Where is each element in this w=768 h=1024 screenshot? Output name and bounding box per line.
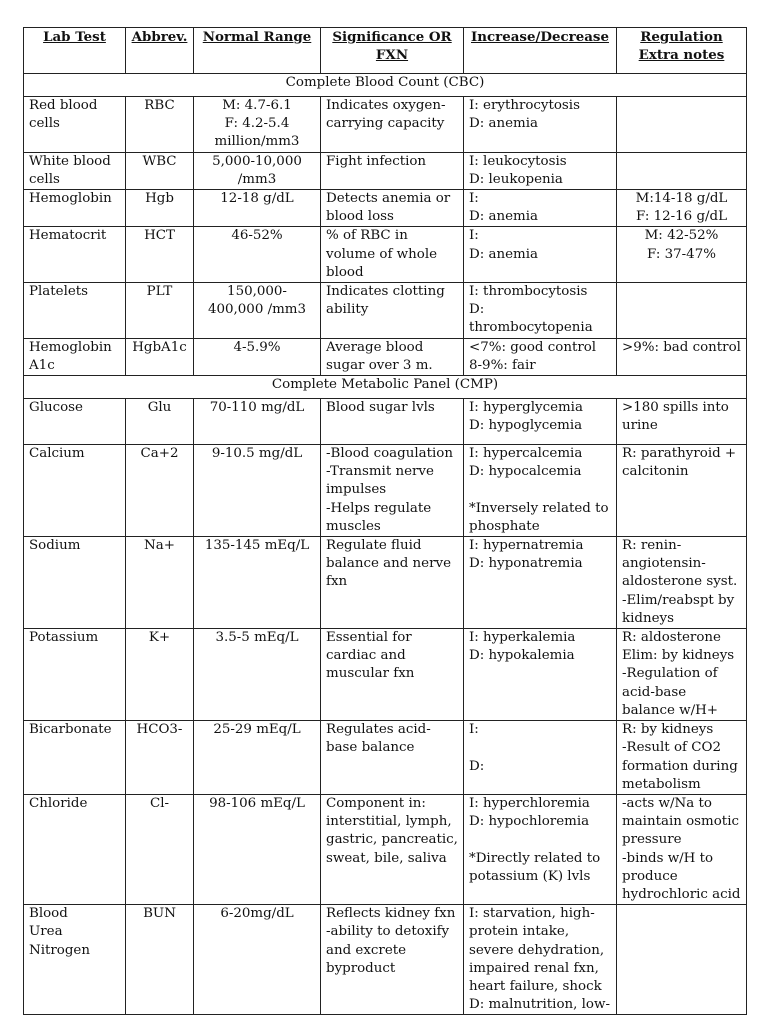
table-row: [24, 445, 747, 537]
cell-fxn: Reflects kidney fxn -ability to detoxify and excrete byproduct: [321, 905, 464, 1015]
lab-values-table: [23, 27, 747, 1015]
cell-test: Glucose: [24, 399, 126, 445]
section-title-cmp: Complete Metabolic Panel (CMP): [24, 376, 747, 399]
cell-test: Sodium: [24, 537, 126, 629]
cell-abbrev: WBC: [126, 152, 194, 189]
cell-notes: R: aldosterone Elim: by kidneys -Regulation of acid-base balance w/H+: [617, 629, 747, 721]
cell-incdec: I: D:: [464, 721, 617, 795]
table-row: [24, 283, 747, 339]
table-row: [24, 227, 747, 283]
cell-fxn: Blood sugar lvls: [321, 399, 464, 445]
cell-range: 135-145 mEq/L: [194, 537, 321, 629]
cell-test: Blood Urea Nitrogen: [24, 905, 126, 1015]
cell-fxn: Component in: interstitial, lymph, gastric, pancreatic, sweat, bile, saliva: [321, 794, 464, 904]
cell-notes: R: renin-angiotensin-aldosterone syst. -Elim/reabspt by kidneys: [617, 537, 747, 629]
cell-fxn: Regulate fluid balance and nerve fxn: [321, 537, 464, 629]
cell-abbrev: PLT: [126, 283, 194, 339]
cell-range: 25-29 mEq/L: [194, 721, 321, 795]
cell-range: 46-52%: [194, 227, 321, 283]
cell-test: Bicarbonate: [24, 721, 126, 795]
cell-range: 150,000- 400,000 /mm3: [194, 283, 321, 339]
table-row: [24, 905, 747, 1015]
col-header-increase-decrease: Increase/Decrease: [464, 28, 617, 74]
table-row: [24, 338, 747, 375]
cell-incdec: I: thrombocytosis D: thrombocytopenia: [464, 283, 617, 339]
cell-test: Hematocrit: [24, 227, 126, 283]
table-row: [24, 190, 747, 227]
cell-fxn: Detects anemia or blood loss: [321, 190, 464, 227]
cell-range: 98-106 mEq/L: [194, 794, 321, 904]
cell-fxn: % of RBC in volume of whole blood: [321, 227, 464, 283]
cell-fxn: Indicates oxygen-carrying capacity: [321, 97, 464, 153]
table-row: [24, 721, 747, 795]
cell-notes: M: 42-52% F: 37-47%: [617, 227, 747, 283]
cell-notes: R: by kidneys -Result of CO2 formation during metabolism: [617, 721, 747, 795]
cell-range: 9-10.5 mg/dL: [194, 445, 321, 537]
cell-range: M: 4.7-6.1 F: 4.2-5.4 million/mm3: [194, 97, 321, 153]
cell-range: 3.5-5 mEq/L: [194, 629, 321, 721]
col-header-lab-test: Lab Test: [24, 28, 126, 74]
cell-test: Hemoglobin A1c: [24, 338, 126, 375]
cell-fxn: Average blood sugar over 3 m.: [321, 338, 464, 375]
cell-incdec: I: hyperchloremia D: hypochloremia *Directly related to potassium (K) lvls: [464, 794, 617, 904]
cell-notes: M:14-18 g/dL F: 12-16 g/dL: [617, 190, 747, 227]
cell-incdec: I: leukocytosis D: leukopenia: [464, 152, 617, 189]
cell-incdec: I: hyperkalemia D: hypokalemia: [464, 629, 617, 721]
table-row: [24, 152, 747, 189]
col-header-significance: Significance OR FXN: [321, 28, 464, 74]
cell-test: White blood cells: [24, 152, 126, 189]
section-title-cbc: Complete Blood Count (CBC): [24, 74, 747, 97]
header-row: [24, 28, 747, 74]
cell-abbrev: Na+: [126, 537, 194, 629]
cell-abbrev: HgbA1c: [126, 338, 194, 375]
cell-notes: R: parathyroid + calcitonin: [617, 445, 747, 537]
cell-test: Calcium: [24, 445, 126, 537]
cell-range: 5,000-10,000 /mm3: [194, 152, 321, 189]
cell-notes: >9%: bad control: [617, 338, 747, 375]
cell-test: Potassium: [24, 629, 126, 721]
cell-abbrev: Hgb: [126, 190, 194, 227]
cell-abbrev: Ca+2: [126, 445, 194, 537]
cell-notes: -acts w/Na to maintain osmotic pressure -binds w/H to produce hydrochloric acid: [617, 794, 747, 904]
cell-notes: [617, 283, 747, 339]
cell-abbrev: RBC: [126, 97, 194, 153]
cell-incdec: I: starvation, high-protein intake, severe dehydration, impaired renal fxn, heart failure, shock D: malnutrition, low-: [464, 905, 617, 1015]
cell-fxn: -Blood coagulation -Transmit nerve impulses -Helps regulate muscles: [321, 445, 464, 537]
cell-fxn: Fight infection: [321, 152, 464, 189]
cell-incdec: I: D: anemia: [464, 190, 617, 227]
cell-test: Red blood cells: [24, 97, 126, 153]
cell-range: 70-110 mg/dL: [194, 399, 321, 445]
cell-abbrev: Glu: [126, 399, 194, 445]
section-row-cbc: [24, 74, 747, 97]
cell-test: Hemoglobin: [24, 190, 126, 227]
cell-incdec: I: hypernatremia D: hyponatremia: [464, 537, 617, 629]
cell-fxn: Essential for cardiac and muscular fxn: [321, 629, 464, 721]
cell-incdec: <7%: good control 8-9%: fair: [464, 338, 617, 375]
cell-incdec: I: hyperglycemia D: hypoglycemia: [464, 399, 617, 445]
cell-abbrev: HCO3-: [126, 721, 194, 795]
cell-notes: [617, 905, 747, 1015]
cell-abbrev: BUN: [126, 905, 194, 1015]
cell-test: Platelets: [24, 283, 126, 339]
table-row: [24, 537, 747, 629]
cell-test: Chloride: [24, 794, 126, 904]
cell-fxn: Regulates acid-base balance: [321, 721, 464, 795]
col-header-regulation: Regulation Extra notes: [617, 28, 747, 74]
cell-notes: [617, 97, 747, 153]
table-row: [24, 794, 747, 904]
cell-incdec: I: hypercalcemia D: hypocalcemia *Inversely related to phosphate: [464, 445, 617, 537]
cell-range: 12-18 g/dL: [194, 190, 321, 227]
table-row: [24, 399, 747, 445]
section-row-cmp: [24, 376, 747, 399]
col-header-normal-range: Normal Range: [194, 28, 321, 74]
cell-notes: >180 spills into urine: [617, 399, 747, 445]
table-row: [24, 97, 747, 153]
col-header-abbrev: Abbrev.: [126, 28, 194, 74]
cell-abbrev: Cl-: [126, 794, 194, 904]
cell-incdec: I: D: anemia: [464, 227, 617, 283]
cell-abbrev: K+: [126, 629, 194, 721]
cell-abbrev: HCT: [126, 227, 194, 283]
table-row: [24, 629, 747, 721]
cell-range: 4-5.9%: [194, 338, 321, 375]
cell-range: 6-20mg/dL: [194, 905, 321, 1015]
cell-fxn: Indicates clotting ability: [321, 283, 464, 339]
cell-notes: [617, 152, 747, 189]
cell-incdec: I: erythrocytosis D: anemia: [464, 97, 617, 153]
